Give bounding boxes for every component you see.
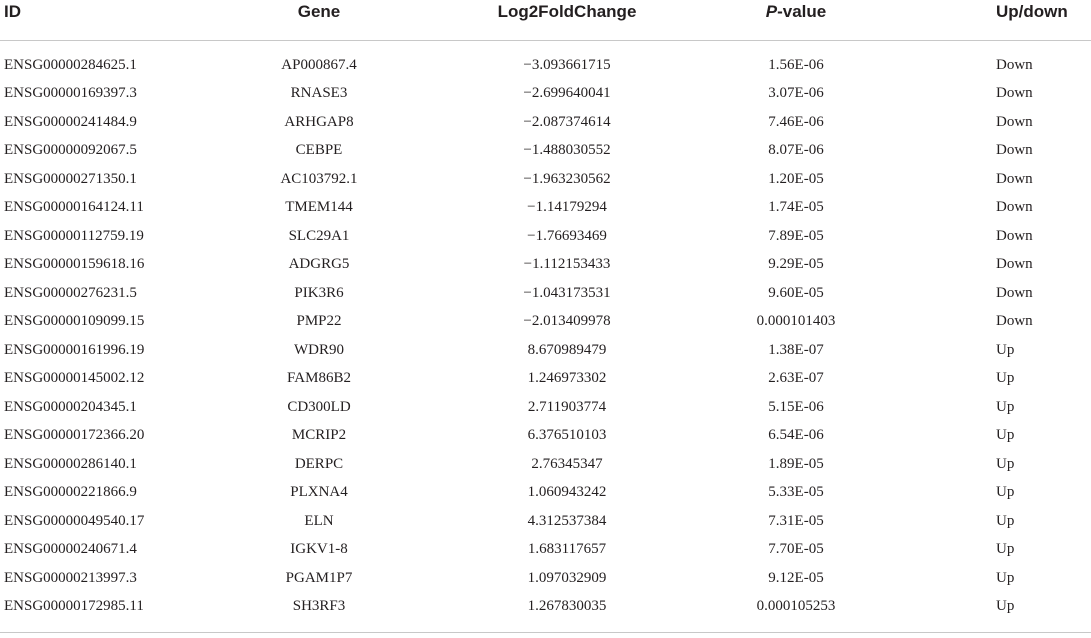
table-bottom-rule (0, 632, 1091, 633)
cell-pvalue: 1.56E-06 (768, 56, 824, 73)
cell-id: ENSG00000164124.11 (4, 199, 144, 216)
cell-updown: Up (996, 512, 1015, 529)
cell-gene: CD300LD (287, 398, 351, 415)
cell-id: ENSG00000172366.20 (4, 427, 145, 444)
cell-gene: PGAM1P7 (285, 569, 353, 586)
table-row (0, 536, 1091, 565)
cell-log2foldchange: 4.312537384 (527, 512, 607, 529)
cell-log2foldchange: 2.76345347 (531, 455, 603, 472)
table-row (0, 479, 1091, 508)
cell-updown: Up (996, 427, 1015, 444)
cell-gene: PIK3R6 (294, 284, 344, 301)
cell-id: ENSG00000286140.1 (4, 455, 137, 472)
table-row (0, 51, 1091, 80)
cell-updown: Up (996, 598, 1015, 615)
cell-log2foldchange: 1.246973302 (527, 370, 607, 387)
cell-updown: Down (996, 85, 1033, 102)
cell-pvalue: 2.63E-07 (768, 370, 824, 387)
cell-pvalue: 1.20E-05 (768, 170, 824, 187)
cell-id: ENSG00000112759.19 (4, 227, 144, 244)
table-row (0, 336, 1091, 365)
cell-log2foldchange: −3.093661715 (523, 56, 611, 73)
table-row (0, 308, 1091, 337)
cell-gene: SLC29A1 (288, 227, 350, 244)
table-row (0, 365, 1091, 394)
cell-updown: Down (996, 313, 1033, 330)
cell-gene: WDR90 (294, 341, 344, 358)
table-row (0, 593, 1091, 622)
table-row (0, 507, 1091, 536)
cell-gene: PLXNA4 (290, 484, 348, 501)
cell-updown: Up (996, 341, 1015, 358)
cell-gene: SH3RF3 (292, 598, 346, 615)
cell-pvalue: 0.000101403 (756, 313, 836, 330)
cell-id: ENSG00000204345.1 (4, 398, 137, 415)
cell-updown: Down (996, 199, 1033, 216)
header-pvalue-italic: P (765, 2, 778, 21)
cell-updown: Up (996, 569, 1015, 586)
cell-id: ENSG00000159618.16 (4, 256, 145, 273)
cell-log2foldchange: −1.112153433 (523, 256, 611, 273)
cell-pvalue: 9.29E-05 (768, 256, 824, 273)
cell-updown: Down (996, 227, 1033, 244)
cell-pvalue: 5.33E-05 (768, 484, 824, 501)
cell-gene: RNASE3 (290, 85, 348, 102)
header-pvalue-suffix: -value (777, 2, 827, 21)
table-row (0, 422, 1091, 451)
cell-updown: Down (996, 56, 1033, 73)
table-row (0, 251, 1091, 280)
table-row (0, 393, 1091, 422)
cell-pvalue: 9.60E-05 (768, 284, 824, 301)
cell-gene: AP000867.4 (281, 56, 357, 73)
cell-id: ENSG00000271350.1 (4, 170, 137, 187)
cell-pvalue: 7.31E-05 (768, 512, 824, 529)
header-row (0, 0, 1091, 41)
cell-id: ENSG00000145002.12 (4, 370, 145, 387)
cell-pvalue: 1.74E-05 (768, 199, 824, 216)
cell-updown: Up (996, 455, 1015, 472)
cell-updown: Up (996, 541, 1015, 558)
cell-id: ENSG00000276231.5 (4, 284, 137, 301)
cell-id: ENSG00000213997.3 (4, 569, 137, 586)
cell-log2foldchange: −2.087374614 (523, 113, 611, 130)
cell-log2foldchange: −2.013409978 (523, 313, 611, 330)
cell-pvalue: 3.07E-06 (768, 85, 824, 102)
cell-log2foldchange: −1.76693469 (527, 227, 607, 244)
table-row (0, 137, 1091, 166)
cell-log2foldchange: −1.963230562 (523, 170, 611, 187)
cell-pvalue: 5.15E-06 (768, 398, 824, 415)
cell-updown: Down (996, 256, 1033, 273)
cell-pvalue: 7.70E-05 (768, 541, 824, 558)
cell-log2foldchange: 1.097032909 (527, 569, 607, 586)
header-updown: Up/down (996, 0, 1091, 41)
cell-id: ENSG00000161996.19 (4, 341, 145, 358)
cell-updown: Down (996, 142, 1033, 159)
cell-gene: DERPC (294, 455, 344, 472)
header-id: ID (0, 0, 200, 41)
cell-pvalue: 0.000105253 (756, 598, 836, 615)
cell-id: ENSG00000221866.9 (4, 484, 137, 501)
header-log2foldchange: Log2FoldChange (448, 0, 686, 41)
cell-updown: Down (996, 284, 1033, 301)
cell-gene: ADGRG5 (288, 256, 350, 273)
cell-gene: FAM86B2 (287, 370, 351, 387)
cell-gene: PMP22 (296, 313, 342, 330)
cell-log2foldchange: 1.060943242 (527, 484, 607, 501)
cell-pvalue: 7.89E-05 (768, 227, 824, 244)
table-row (0, 279, 1091, 308)
cell-log2foldchange: −2.699640041 (523, 85, 611, 102)
cell-id: ENSG00000172985.11 (4, 598, 144, 615)
spacer-cell (0, 41, 1091, 52)
table-header (0, 0, 1091, 41)
header-pvalue (686, 0, 996, 41)
cell-gene: CEBPE (295, 142, 343, 159)
cell-updown: Down (996, 170, 1033, 187)
cell-updown: Down (996, 113, 1033, 130)
table-row (0, 80, 1091, 109)
cell-log2foldchange: 8.670989479 (527, 341, 607, 358)
cell-pvalue: 8.07E-06 (768, 142, 824, 159)
cell-pvalue: 9.12E-05 (768, 569, 824, 586)
table-spacer-row (0, 41, 1091, 52)
cell-id: ENSG00000092067.5 (4, 142, 137, 159)
cell-pvalue: 1.89E-05 (768, 455, 824, 472)
table-row (0, 450, 1091, 479)
cell-gene: ARHGAP8 (284, 113, 354, 130)
table-row (0, 222, 1091, 251)
cell-id: ENSG00000109099.15 (4, 313, 145, 330)
cell-gene: ELN (304, 512, 334, 529)
cell-gene: IGKV1-8 (290, 541, 348, 558)
cell-log2foldchange: 1.683117657 (527, 541, 607, 558)
cell-gene: AC103792.1 (280, 170, 358, 187)
table-row (0, 194, 1091, 223)
cell-gene: TMEM144 (285, 199, 353, 216)
cell-updown: Up (996, 484, 1015, 501)
table-row (0, 108, 1091, 137)
cell-log2foldchange: −1.14179294 (527, 199, 607, 216)
cell-updown: Up (996, 370, 1015, 387)
cell-log2foldchange: 1.267830035 (527, 598, 607, 615)
cell-pvalue: 1.38E-07 (768, 341, 824, 358)
table-row (0, 165, 1091, 194)
cell-pvalue: 7.46E-06 (768, 113, 824, 130)
cell-updown: Up (996, 398, 1015, 415)
cell-log2foldchange: −1.488030552 (523, 142, 611, 159)
cell-log2foldchange: 6.376510103 (527, 427, 607, 444)
cell-id: ENSG00000241484.9 (4, 113, 137, 130)
cell-id: ENSG00000049540.17 (4, 512, 145, 529)
cell-id: ENSG00000284625.1 (4, 56, 137, 73)
cell-id: ENSG00000240671.4 (4, 541, 137, 558)
cell-gene: MCRIP2 (291, 427, 347, 444)
header-gene: Gene (200, 0, 448, 41)
cell-id: ENSG00000169397.3 (4, 85, 137, 102)
cell-log2foldchange: 2.711903774 (527, 398, 607, 415)
table-body (0, 41, 1091, 622)
cell-log2foldchange: −1.043173531 (523, 284, 611, 301)
cell-pvalue: 6.54E-06 (768, 427, 824, 444)
table-row (0, 564, 1091, 593)
